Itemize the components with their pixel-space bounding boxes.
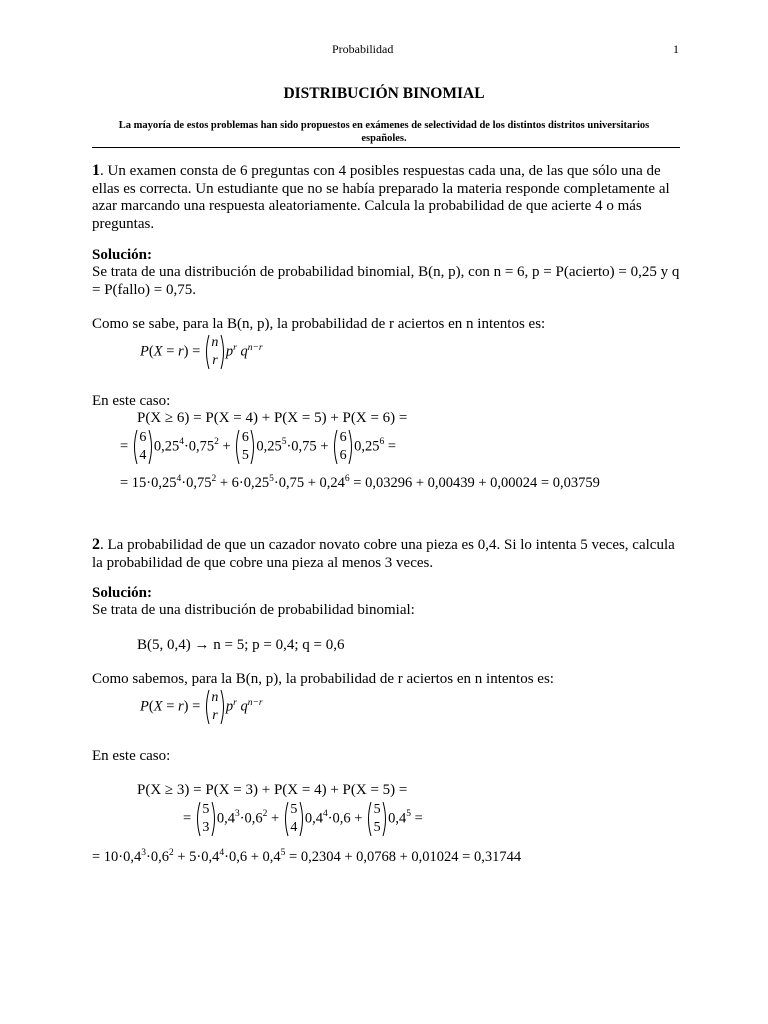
problem-2-equation-2: = 5 3 $0,4^3\cdot 0,6^2$ + 5 4 $0,4^4\cdot 0,6$ + 5 5 $0,4^5$ = xyxy=(183,802,423,835)
binomial-coefficient: n r xyxy=(204,333,226,371)
problem-2-result: 0,2304 + 0,0768 + 0,01024 = 0,31744 xyxy=(300,849,522,865)
problem-2-formula-intro: Como sabemos, para la B(n, p), la probabilidad de r aciertos en n intentos es: xyxy=(92,671,554,687)
document-subtitle: La mayoría de estos problemas han sido propuestos en exámenes de selectividad de los distintos distritos universitarios españoles. xyxy=(118,120,650,144)
problem-2-solution-label: Solución: xyxy=(92,585,153,601)
problem-1-equation-1: P(X ≥ 6) = P(X = 4) + P(X = 5) + P(X = 6) = xyxy=(137,410,408,426)
problem-1-solution-intro: Se trata de una distribución de probabilidad binomial, B(n, p), con n = 6, p = P(acierto) = 0,25 y q = P(fallo) = 0,75. xyxy=(92,264,680,298)
document-title: DISTRIBUCIÓN BINOMIAL xyxy=(283,85,485,102)
problem-2-number: 2 xyxy=(92,536,100,553)
problem-2-equation-1: P(X ≥ 3) = P(X = 3) + P(X = 4) + P(X = 5) = xyxy=(137,782,408,798)
problem-1-case-label: En este caso: xyxy=(92,393,171,409)
problem-1-result: 0,03296 + 0,00439 + 0,00024 = 0,03759 xyxy=(365,475,600,491)
title-rule xyxy=(92,147,680,148)
problem-1-equation-2: = 6 4 $0,25^4\cdot 0,75^2$ + 6 5 $0,25^5\cdot 0,75$ + 6 6 $0,25^6$ = xyxy=(120,430,397,463)
problem-1-number: 1 xyxy=(92,162,100,179)
problem-1-equation-3: = $15\cdot 0,25^4\cdot 0,75^2 + 6\cdot 0,25^5\cdot 0,75 + 0,24^6 = 0,03296 + 0,00439 + 0,00024 = 0,03759$ xyxy=(120,474,600,491)
problem-2-equation-3: = $10\cdot 0,4^3\cdot 0,6^2 + 5\cdot 0,4^4\cdot 0,6 + 0,4^5 = 0,2304 + 0,0768 + 0,01024 = 0,31744$ xyxy=(92,848,522,865)
page-number: 1 xyxy=(673,42,679,56)
problem-2-statement: 2. La probabilidad de que un cazador novato cobre una pieza es 0,4. Si lo intenta 5 veces, calcula la probabilidad de que cobre una pieza al menos 3 veces. xyxy=(92,536,675,571)
problem-2-parameters: B(5, 0,4) → n = 5; p = 0,4; q = 0,6 xyxy=(137,637,345,653)
problem-2-binomial-formula: P(X = r) = n r $p^r$ $q^{n-r}$ xyxy=(140,688,263,726)
problem-1-formula-intro: Como se sabe, para la B(n, p), la probabilidad de r aciertos en n intentos es: xyxy=(92,316,546,332)
problem-2-solution-intro: Se trata de una distribución de probabilidad binomial: xyxy=(92,602,415,618)
problem-2-case-label: En este caso: xyxy=(92,748,171,764)
binomial-coefficient: n r xyxy=(204,688,226,726)
problem-1-statement: 1. Un examen consta de 6 preguntas con 4 posibles respuestas cada una, de las que sólo una de ellas es correcta. Un estudiante que no se había preparado la materia responde completamente al azar marcando una respuesta aleatoriamente. Calcula la probabilidad de que acierte 4 o más preguntas. xyxy=(92,162,670,232)
problem-1-solution-label: Solución: xyxy=(92,247,153,263)
running-header: Probabilidad xyxy=(332,42,394,56)
problem-1-binomial-formula: P(X = r) = n r $p^r$ $q^{n-r}$ xyxy=(140,333,263,371)
